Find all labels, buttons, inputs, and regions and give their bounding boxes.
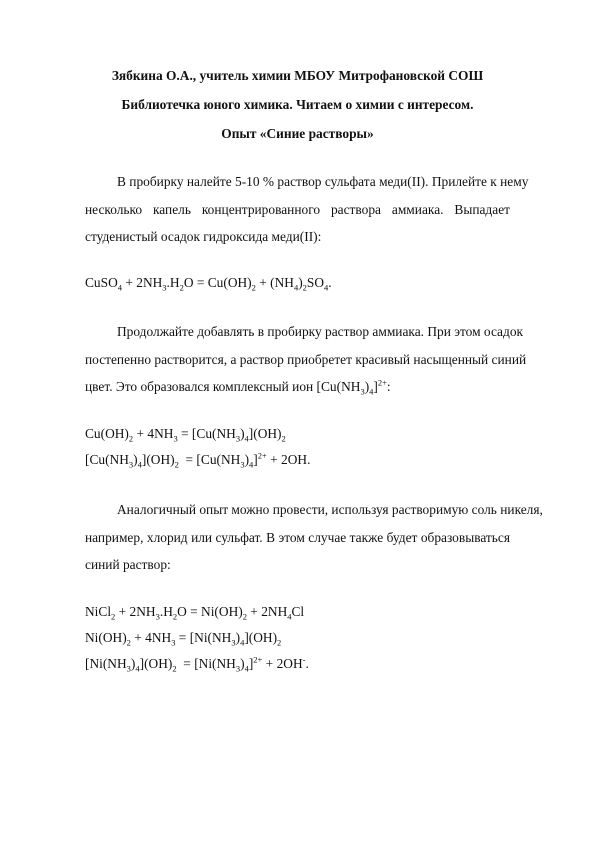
- paragraph-3-line-1: Аналогичный опыт можно провести, используя растворимую соль никеля,: [117, 502, 543, 517]
- paragraph-1-line-1: В пробирку налейте 5-10 % раствор сульфата меди(II). Прилейте к нему: [117, 174, 529, 189]
- paragraph-1: [85, 168, 529, 251]
- paragraph-2-line-2: постепенно растворится, а раствор приобретет красивый насыщенный синий: [85, 351, 527, 367]
- series-line: Библиотечка юного химика. Читаем о химии с интересом.: [121, 97, 474, 112]
- paragraph-1-line-3: студенистый осадок гидроксида меди(II):: [85, 229, 322, 244]
- equation-3: $[Cu(NH_3)_4](OH)_2 = [Cu(NH_3)_4]^{2+} + 2OH$.: [85, 450, 311, 470]
- equation-2: $Cu(OH)_2 + 4NH_3 = [Cu(NH_3)_4](OH)_2$: [85, 426, 286, 444]
- paragraph-2: [85, 318, 527, 401]
- paragraph-2-line-3: цвет. Это образовался комплексный ион $[Cu(NH_3)_4]^{2+}$:: [85, 377, 391, 397]
- equation-4: NiCl$_2$ + $2NH_3.H_2O = Ni(OH)_2 + 2NH_4Cl$: [85, 604, 305, 622]
- paragraph-1-line-2: несколько капель концентрированного раствора аммиака. Выпадает: [85, 201, 510, 217]
- paragraph-3-line-3: синий раствор:: [85, 557, 171, 572]
- author-line: Зябкина О.А., учитель химии МБОУ Митрофановской СОШ: [111, 68, 484, 83]
- experiment-title: Опыт «Синие растворы»: [221, 126, 374, 141]
- equation-6: $[Ni(NH_3)_4](OH)_2 = [Ni(NH_3)_4]^{2+} + 2OH^-$.: [85, 654, 309, 674]
- paragraph-3-line-2: например, хлорид или сульфат. В этом случае также будет образовываться: [85, 529, 510, 545]
- equation-5: $Ni(OH)_2 + 4NH_3 = [Ni(NH_3)_4](OH)_2$: [85, 630, 282, 648]
- equation-1: CuSO$_4$ + $2NH_3.H_2O = Cu(OH)_2 + (NH_4)_2SO_4$.: [85, 275, 332, 293]
- paragraph-3: [85, 496, 543, 579]
- paragraph-2-line-1: Продолжайте добавлять в пробирку раствор аммиака. При этом осадок: [117, 324, 524, 339]
